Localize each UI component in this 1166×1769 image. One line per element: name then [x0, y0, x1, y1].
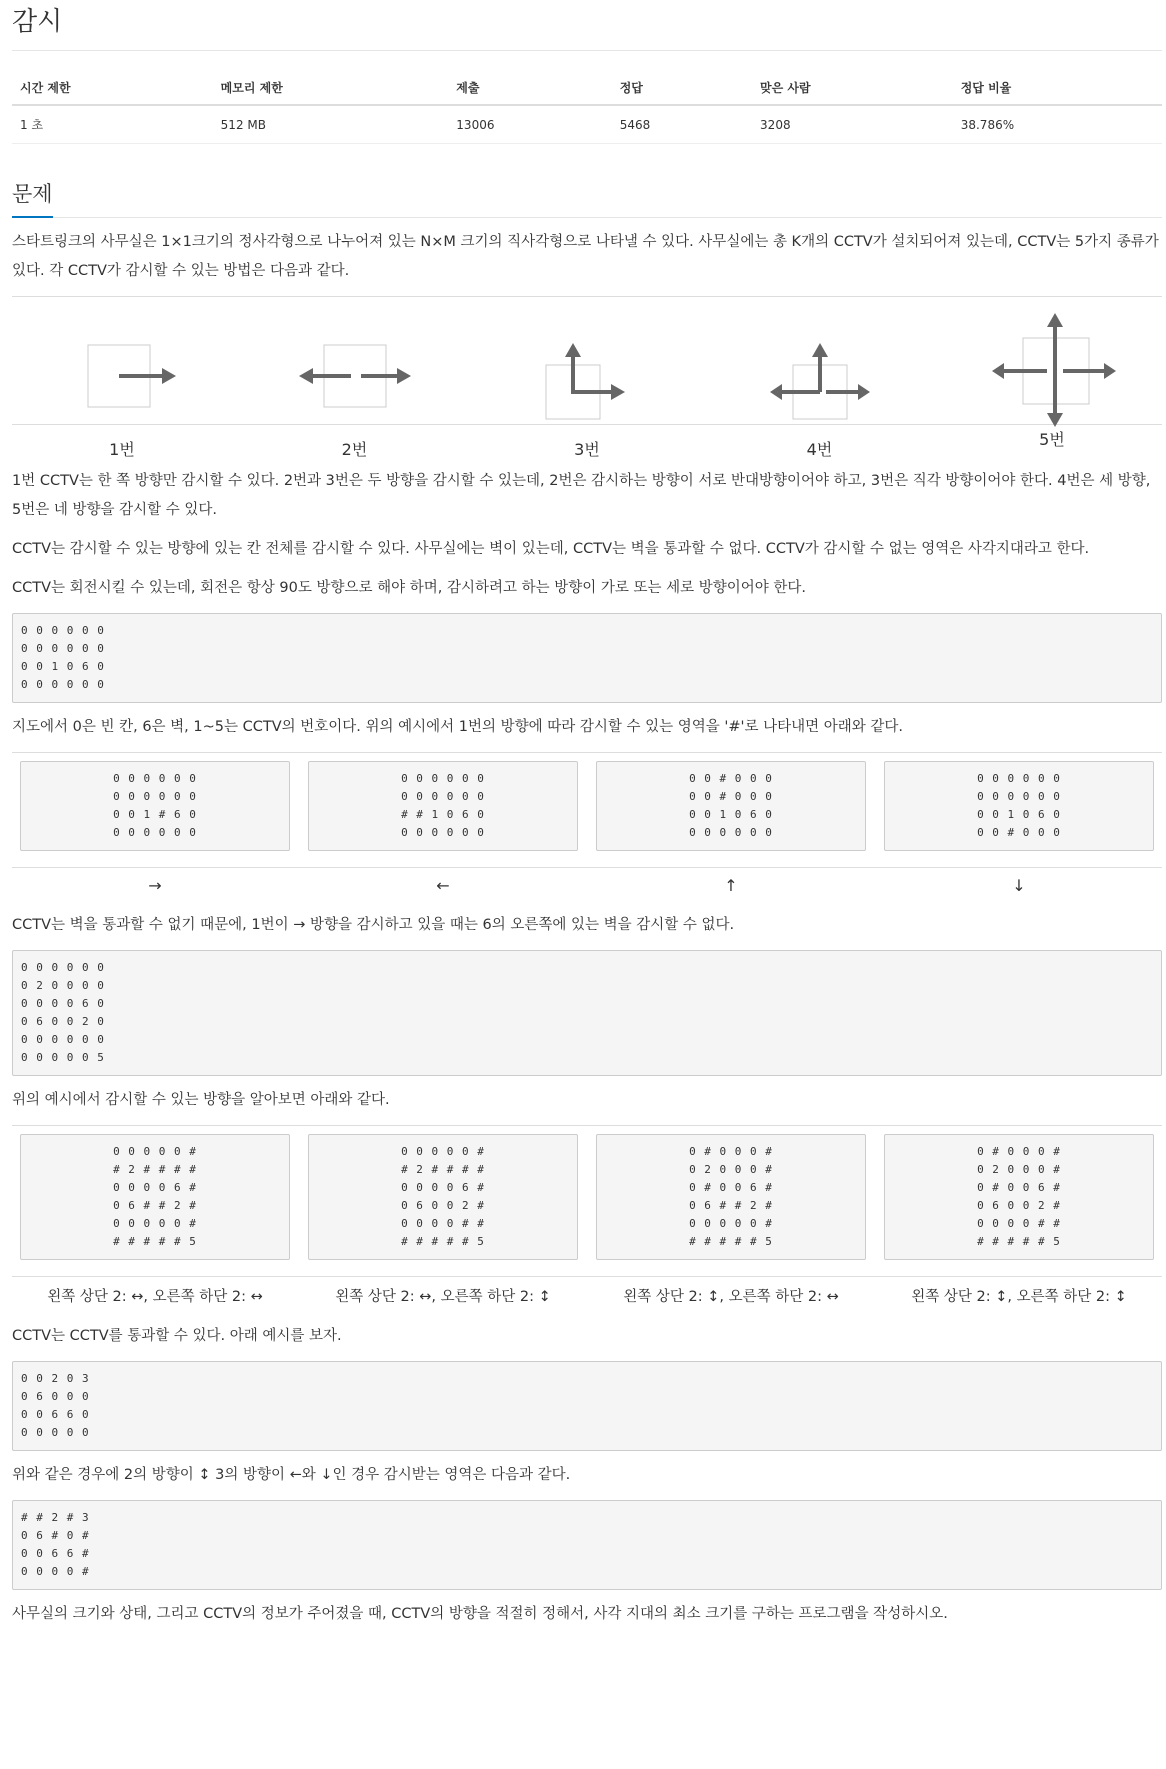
limits-value-row — [12, 105, 1162, 144]
section-title: 문제 — [12, 178, 53, 218]
cctv-label: 5번 — [1039, 430, 1065, 449]
example-map: 0 0 0 0 0 0 0 0 0 0 0 0 0 0 1 # 6 0 0 0 0 0 0 0 — [20, 761, 290, 851]
paragraph: 위와 같은 경우에 2의 방향이 ↕ 3의 방향이 ←와 ↓인 경우 감시받는 영역은 다음과 같다. — [12, 1467, 571, 1483]
paragraph: 지도에서 0은 빈 칸, 6은 벽, 1~5는 CCTV의 번호이다. 위의 예시에서 1번의 방향에 따라 감시할 수 있는 영역을 '#'로 나타내면 아래와 같다. — [12, 719, 903, 735]
header-solvers: 맞은 사람 — [752, 79, 953, 105]
example-caption: ↓ — [1012, 876, 1026, 895]
code-block: 0 0 0 0 0 0 0 2 0 0 0 0 0 0 0 0 6 0 0 6 0 0 2 0 0 0 0 0 0 0 0 0 0 0 0 5 — [12, 950, 1162, 1076]
example-caption: 왼쪽 상단 2: ↕, 오른쪽 하단 2: ↕ — [911, 1289, 1127, 1305]
example-caption: ← — [436, 876, 450, 895]
example-map: 0 # 0 0 0 # 0 2 0 0 0 # 0 # 0 0 6 # 0 6 # # 2 # 0 0 0 0 0 # # # # # # 5 — [596, 1134, 866, 1260]
cctv-4-diagram — [750, 321, 890, 431]
example-grid-1 — [12, 753, 1162, 851]
example-map: 0 0 0 0 0 # # 2 # # # # 0 0 0 0 6 # 0 6 0 0 2 # 0 0 0 0 # # # # # # # 5 — [308, 1134, 578, 1260]
cctv-figure — [12, 297, 1162, 460]
example-captions-2 — [12, 1277, 1162, 1312]
paragraph: CCTV는 감시할 수 있는 방향에 있는 칸 전체를 감시할 수 있다. 사무실에는 벽이 있는데, CCTV는 벽을 통과할 수 없다. CCTV가 감시할 수 없는 영역은 사각지대라고 한다. — [12, 541, 1090, 557]
example-caption: → — [148, 876, 162, 895]
cctv-label: 4번 — [806, 440, 833, 459]
value-submissions: 13006 — [448, 105, 611, 144]
cctv-3-diagram — [517, 321, 657, 431]
value-ratio: 38.786% — [953, 105, 1162, 144]
cctv-1-diagram — [52, 321, 192, 431]
cctv-2-diagram — [285, 321, 425, 431]
paragraph: 1번 CCTV는 한 쪽 방향만 감시할 수 있다. 2번과 3번은 두 방향을 감시할 수 있는데, 2번은 감시하는 방향이 서로 반대방향이어야 하고, 3번은 직각 방향이어야 한다. 4번은 세 방향, 5번은 네 방향을 감시할 수 있다. — [12, 473, 1151, 518]
header-submissions: 제출 — [448, 79, 611, 105]
code-block: 0 0 2 0 3 0 6 0 0 0 0 0 6 6 0 0 0 0 0 0 — [12, 1361, 1162, 1451]
code-block: 0 0 0 0 0 0 0 0 0 0 0 0 0 0 1 0 6 0 0 0 0 0 0 0 — [12, 613, 1162, 703]
example-map: 0 # 0 0 0 # 0 2 0 0 0 # 0 # 0 0 6 # 0 6 0 0 2 # 0 0 0 0 # # # # # # # 5 — [884, 1134, 1154, 1260]
cctv-5-diagram — [982, 311, 1122, 431]
example-caption: 왼쪽 상단 2: ↔, 오른쪽 하단 2: ↔ — [47, 1289, 263, 1305]
cctv-type-5 — [942, 321, 1162, 460]
paragraph: CCTV는 회전시킬 수 있는데, 회전은 항상 90도 방향으로 해야 하며, 감시하려고 하는 방향이 가로 또는 세로 방향이어야 한다. — [12, 580, 806, 596]
cctv-type-1 — [12, 321, 232, 460]
cctv-label: 3번 — [574, 440, 600, 459]
example-caption: ↑ — [724, 876, 738, 895]
example-captions-1 — [12, 868, 1162, 901]
cctv-label: 2번 — [341, 440, 368, 459]
limits-table — [12, 79, 1162, 144]
paragraph: 사무실의 크기와 상태, 그리고 CCTV의 정보가 주어졌을 때, CCTV의 방향을 적절히 정해서, 사각 지대의 최소 크기를 구하는 프로그램을 작성하시오. — [12, 1606, 948, 1622]
section-divider — [12, 217, 1162, 218]
header-time-limit: 시간 제한 — [12, 79, 213, 105]
example-map: 0 0 0 0 0 # # 2 # # # # 0 0 0 0 6 # 0 6 # # 2 # 0 0 0 0 0 # # # # # # 5 — [20, 1134, 290, 1260]
example-map: 0 0 0 0 0 0 0 0 0 0 0 0 # # 1 0 6 0 0 0 0 0 0 0 — [308, 761, 578, 851]
example-grid-2 — [12, 1126, 1162, 1260]
limits-header-row — [12, 79, 1162, 105]
example-caption: 왼쪽 상단 2: ↔, 오른쪽 하단 2: ↕ — [335, 1289, 551, 1305]
cctv-label: 1번 — [109, 440, 135, 459]
header-accepted: 정답 — [612, 79, 752, 105]
page-title: 감시 — [12, 7, 63, 37]
title-divider — [12, 50, 1162, 51]
paragraph: CCTV는 벽을 통과할 수 없기 때문에, 1번이 → 방향을 감시하고 있을 때는 6의 오른쪽에 있는 벽을 감시할 수 없다. — [12, 917, 735, 933]
header-ratio: 정답 비율 — [953, 79, 1162, 105]
value-accepted: 5468 — [612, 105, 752, 144]
value-memory-limit: 512 MB — [213, 105, 449, 144]
paragraph: 스타트링크의 사무실은 1×1크기의 정사각형으로 나누어져 있는 N×M 크기의 직사각형으로 나타낼 수 있다. 사무실에는 총 K개의 CCTV가 설치되어져 있는데, CCTV는 5가지 종류가 있다. 각 CCTV가 감시할 수 있는 방법은 다음과 같다. — [12, 234, 1159, 279]
header-memory-limit: 메모리 제한 — [213, 79, 449, 105]
paragraph: CCTV는 CCTV를 통과할 수 있다. 아래 예시를 보자. — [12, 1328, 342, 1344]
cctv-type-2 — [245, 321, 465, 460]
code-block: # # 2 # 3 0 6 # 0 # 0 0 6 6 # 0 0 0 0 # — [12, 1500, 1162, 1590]
value-solvers: 3208 — [752, 105, 953, 144]
example-map: 0 0 # 0 0 0 0 0 # 0 0 0 0 0 1 0 6 0 0 0 0 0 0 0 — [596, 761, 866, 851]
problem-page — [12, 0, 1162, 1629]
paragraph: 위의 예시에서 감시할 수 있는 방향을 알아보면 아래와 같다. — [12, 1092, 390, 1108]
example-caption: 왼쪽 상단 2: ↕, 오른쪽 하단 2: ↔ — [623, 1289, 839, 1305]
value-time-limit: 1 초 — [12, 105, 213, 144]
cctv-type-3 — [477, 321, 697, 460]
example-map: 0 0 0 0 0 0 0 0 0 0 0 0 0 0 1 0 6 0 0 0 # 0 0 0 — [884, 761, 1154, 851]
cctv-type-4 — [710, 321, 930, 460]
